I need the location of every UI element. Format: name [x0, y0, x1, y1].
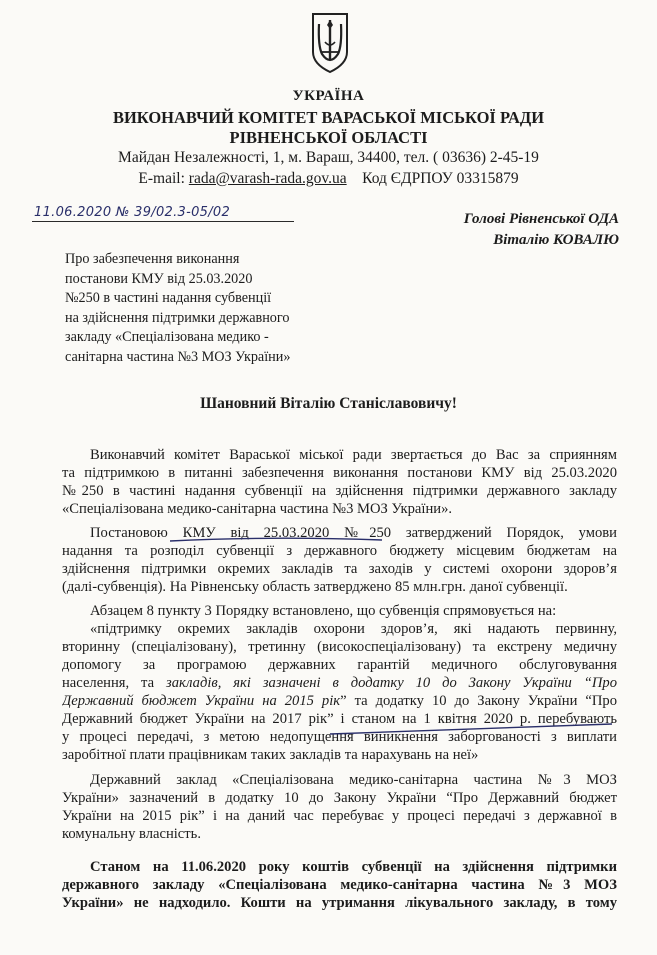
- paragraph-2: [62, 524, 617, 596]
- paragraph-line: у процесі передачі, з метою недопущення виникнення заборгованості з виплати: [62, 729, 617, 745]
- paragraph-line: заробітної плати працівникам таких закладів та нарахувань на неї»: [62, 747, 479, 763]
- paragraph-line: «Спеціалізована медико-санітарна частина №3 МОЗ України».: [62, 501, 453, 517]
- salutation: Шановний Віталію Станіславовичу!: [200, 395, 457, 412]
- paragraph-line: Державний бюджет України на 2017 рік” і станом на 1 квітня 2020 р. перебувають: [62, 711, 617, 727]
- email-label: E-mail:: [138, 170, 185, 187]
- paragraph-line: допомогу за програмою державних гарантій медичного обслуговування: [62, 657, 617, 673]
- paragraph-line: [62, 674, 617, 692]
- paragraph-line: України на 2015 рік” і на даний час перебуває у процесі передачі з державної в: [62, 808, 617, 824]
- organization-name: ВИКОНАВЧИЙ КОМІТЕТ ВАРАСЬКОЇ МІСЬКОЇ РАДИ: [112, 108, 545, 127]
- country-heading: УКРАЇНА: [292, 88, 365, 104]
- paragraph-line: надання та розподіл субвенції з державного бюджету місцевим бюджетам на: [62, 543, 617, 559]
- paragraph-line: «підтримку окремих закладів охорони здоров’я, які надають первинну,: [90, 621, 617, 637]
- paragraph-3: [62, 602, 617, 764]
- paragraph-line: вторинну (спеціалізовану), третинну (високоспеціалізовану) та екстрену медичну: [62, 639, 617, 655]
- paragraph-line: та підтримкою в питанні забезпечення виконання постанови КМУ від 25.03.2020: [62, 465, 617, 481]
- italic-run: Державний бюджет України на 2015 рік: [62, 693, 341, 709]
- organization-contacts: [0, 170, 657, 188]
- recipient-name: Віталію КОВАЛЮ: [493, 232, 619, 248]
- subject-line: закладу «Спеціалізована медико -: [65, 329, 269, 345]
- paragraph-line: України» зазначений в додатку 10 до Закону України “Про Державний бюджет: [62, 790, 617, 806]
- paragraph-line: Державний заклад «Спеціалізована медико-санітарна частина №3 МОЗ: [90, 772, 617, 788]
- text-run: ” та додатку 10 до Закону України “Про: [340, 693, 617, 709]
- registration-number: 11.06.2020 № 39/02.3-05/02: [34, 205, 231, 220]
- paragraph-line: №250 в частині надання субвенції на здійснення підтримки державного закладу: [62, 483, 617, 499]
- email-link[interactable]: rada@varash-rada.gov.ua: [188, 170, 347, 187]
- paragraph-4: [62, 771, 617, 843]
- paragraph-line: Виконавчий комітет Вараської міської ради звертається до Вас за сприянням: [90, 447, 617, 463]
- paragraph-line: Станом на 11.06.2020 року коштів субвенції на здійснення підтримки: [90, 859, 617, 875]
- ukraine-emblem-icon: [310, 12, 350, 74]
- paragraph-line: комунальну власність.: [62, 826, 201, 842]
- paragraph-1: [62, 446, 617, 518]
- recipient-title: Голові Рівненської ОДА: [463, 211, 619, 227]
- registration-underline: [32, 221, 294, 222]
- organization-region: РІВНЕНСЬКОЇ ОБЛАСТІ: [229, 128, 428, 147]
- paragraph-line: Постановою КМУ від 25.03.2020 №250 затверджений Порядок, умови: [90, 525, 617, 541]
- subject-line: №250 в частині надання субвенції: [65, 290, 272, 306]
- subject-block: [65, 250, 315, 367]
- paragraph-line: здійснення підтримки окремих закладів та заходів у системі охорони здоров’я: [62, 561, 617, 577]
- paragraph-5: [62, 858, 617, 912]
- recipient-block: [464, 209, 619, 251]
- organization-address: Майдан Незалежності, 1, м. Вараш, 34400, тел. ( 03636) 2-45-19: [118, 149, 539, 166]
- paragraph-line: державного закладу «Спеціалізована медико-санітарна частина №3 МОЗ: [62, 877, 617, 893]
- text-run: населення, та: [62, 675, 166, 691]
- subject-line: на здійснення підтримки державного: [65, 309, 290, 326]
- edrpou-code: Код ЄДРПОУ 03315879: [362, 170, 519, 187]
- paragraph-line: Абзацем 8 пункту 3 Порядку встановлено, що субвенція спрямовується на:: [90, 603, 557, 619]
- subject-line: постанови КМУ від 25.03.2020: [65, 270, 253, 287]
- italic-run: закладів, які зазначені в додатку 10 до Закону України “Про: [166, 675, 617, 691]
- subject-line: Про забезпечення виконання: [65, 251, 240, 267]
- paragraph-line: [62, 692, 617, 710]
- paragraph-line: (далі-субвенція). На Рівненську область затверджено 85 млн.грн. даної субвенції.: [62, 579, 568, 595]
- subject-line: санітарна частина №3 МОЗ України»: [65, 348, 291, 365]
- paragraph-line: України» не надходило. Кошти на утримання лікувального закладу, в тому: [62, 895, 617, 911]
